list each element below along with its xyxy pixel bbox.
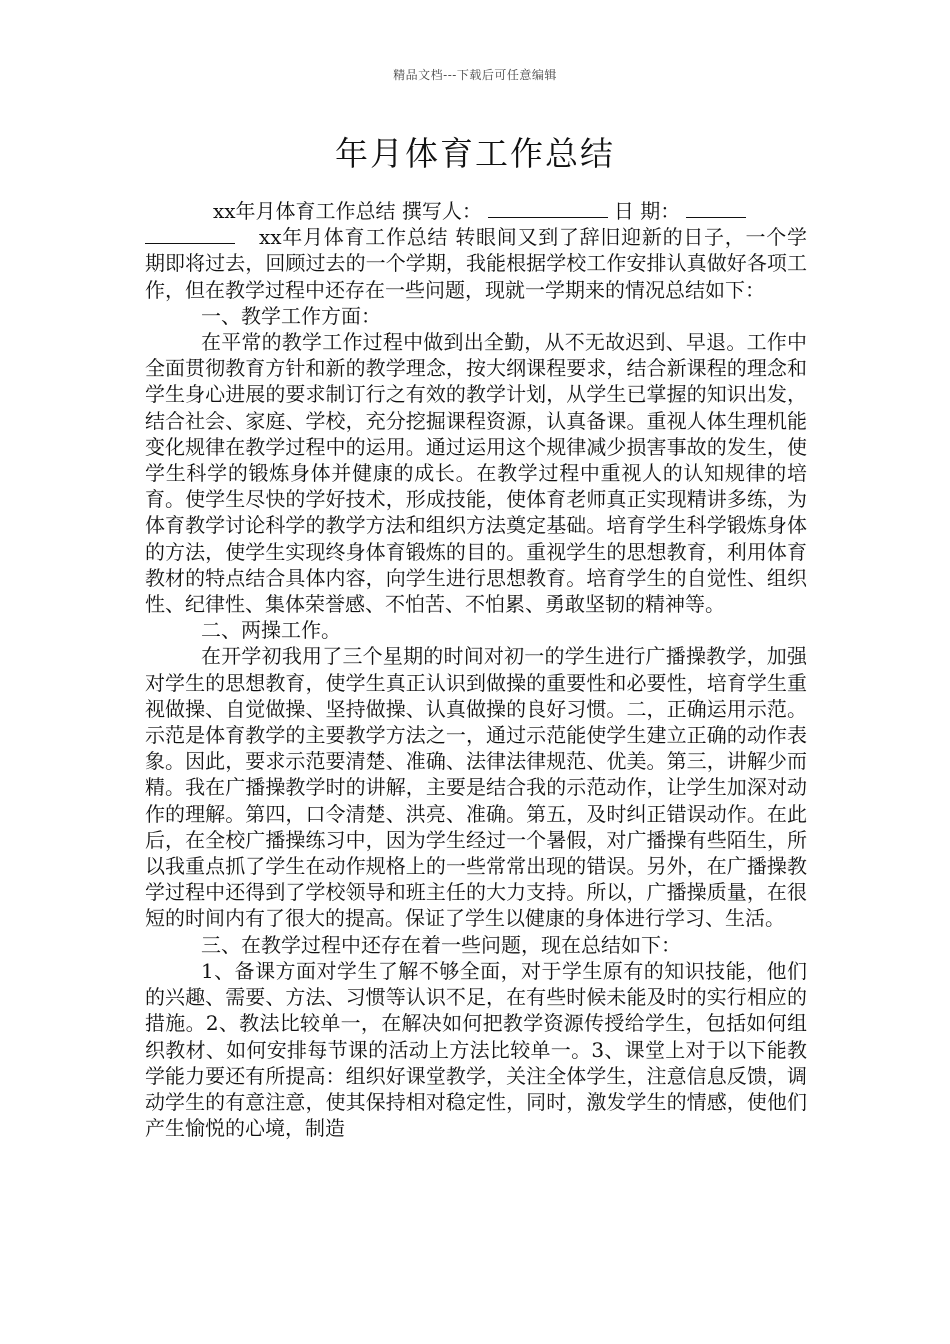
- section-3-body: 1、备课方面对学生了解不够全面，对于学生原有的知识技能，他们的兴趣、需要、方法、习惯等认识不足，在有些时候未能及时的实行相应的措施。2、教法比较单一，在解决如何把教学资源传授给学生，包括如何组织教材、如何安排每节课的活动上方法比较单一。3、课堂上对于以下能教学能力要还有所提高：组织好课堂教学，关注全体学生，注意信息反馈，调动学生的有意注意，使其保持相对稳定性，同时，激发学生的情感，使他们产生愉悦的心境，制造: [145, 958, 807, 1141]
- section-1-body: 在平常的教学工作过程中做到出全勤，从不无故迟到、早退。工作中全面贯彻教育方针和新的教学理念，按大纲课程要求，结合新课程的理念和学生身心进展的要求制订行之有效的教学计划，从学生已掌握的知识出发，结合社会、家庭、学校，充分挖掘课程资源，认真备课。重视人体生理机能变化规律在教学过程中的运用。通过运用这个规律减少损害事故的发生，使学生科学的锻炼身体并健康的成长。在教学过程中重视人的认知规律的培育。使学生尽快的学好技术，形成技能，使体育老师真正实现精讲多练，为体育教学讨论科学的教学方法和组织方法奠定基础。培育学生科学锻炼身体的方法，使学生实现终身体育锻炼的目的。重视学生的思想教育，利用体育教材的特点结合具体内容，向学生进行思想教育。培育学生的自觉性、组织性、纪律性、集体荣誉感、不怕苦、不怕累、勇敢坚韧的精神等。: [145, 330, 807, 617]
- document-body: [145, 198, 807, 1141]
- date-label: 日 期：: [613, 199, 681, 223]
- date-blank-continued: [145, 225, 235, 244]
- meta-prefix: xx年月体育工作总结 撰写人：: [213, 199, 482, 223]
- section-3-heading: 三、在教学过程中还存在着一些问题，现在总结如下：: [201, 932, 681, 957]
- date-blank: [686, 199, 746, 218]
- meta-line: [145, 198, 807, 303]
- section-2-body: 在开学初我用了三个星期的时间对初一的学生进行广播操教学，加强对学生的思想教育，使学生真正认识到做操的重要性和必要性，培育学生重视做操、自觉做操、坚持做操、认真做操的良好习惯。二，正确运用示范。示范是体育教学的主要教学方法之一，通过示范能使学生建立正确的动作表象。因此，要求示范要清楚、准确、法律法律规范、优美。第三，讲解少而精。我在广播操教学时的讲解，主要是结合我的示范动作，让学生加深对动作的理解。第四，口令清楚、洪亮、准确。第五，及时纠正错误动作。在此后，在全校广播操练习中，因为学生经过一个暑假，对广播操有些陌生，所以我重点抓了学生在动作规格上的一些常常出现的错误。另外，在广播操教学过程中还得到了学校领导和班主任的大力支持。所以，广播操质量，在很短的时间内有了很大的提高。保证了学生以健康的身体进行学习、生活。: [145, 644, 807, 931]
- document-title: 年月体育工作总结: [335, 134, 615, 173]
- author-blank: [488, 199, 608, 218]
- section-1-heading: 一、教学工作方面：: [201, 303, 381, 328]
- section-2-heading: 二、两操工作。: [201, 618, 341, 643]
- intro-paragraph: xx年月体育工作总结 转眼间又到了辞旧迎新的日子，一个学期即将过去，回顾过去的一个学期，我能根据学校工作安排认真做好各项工作，但在教学过程中还存在一些问题，现就一学期来的情况总结如下：: [145, 225, 807, 302]
- page-header-note: 精品文档---下载后可任意编辑: [393, 68, 557, 82]
